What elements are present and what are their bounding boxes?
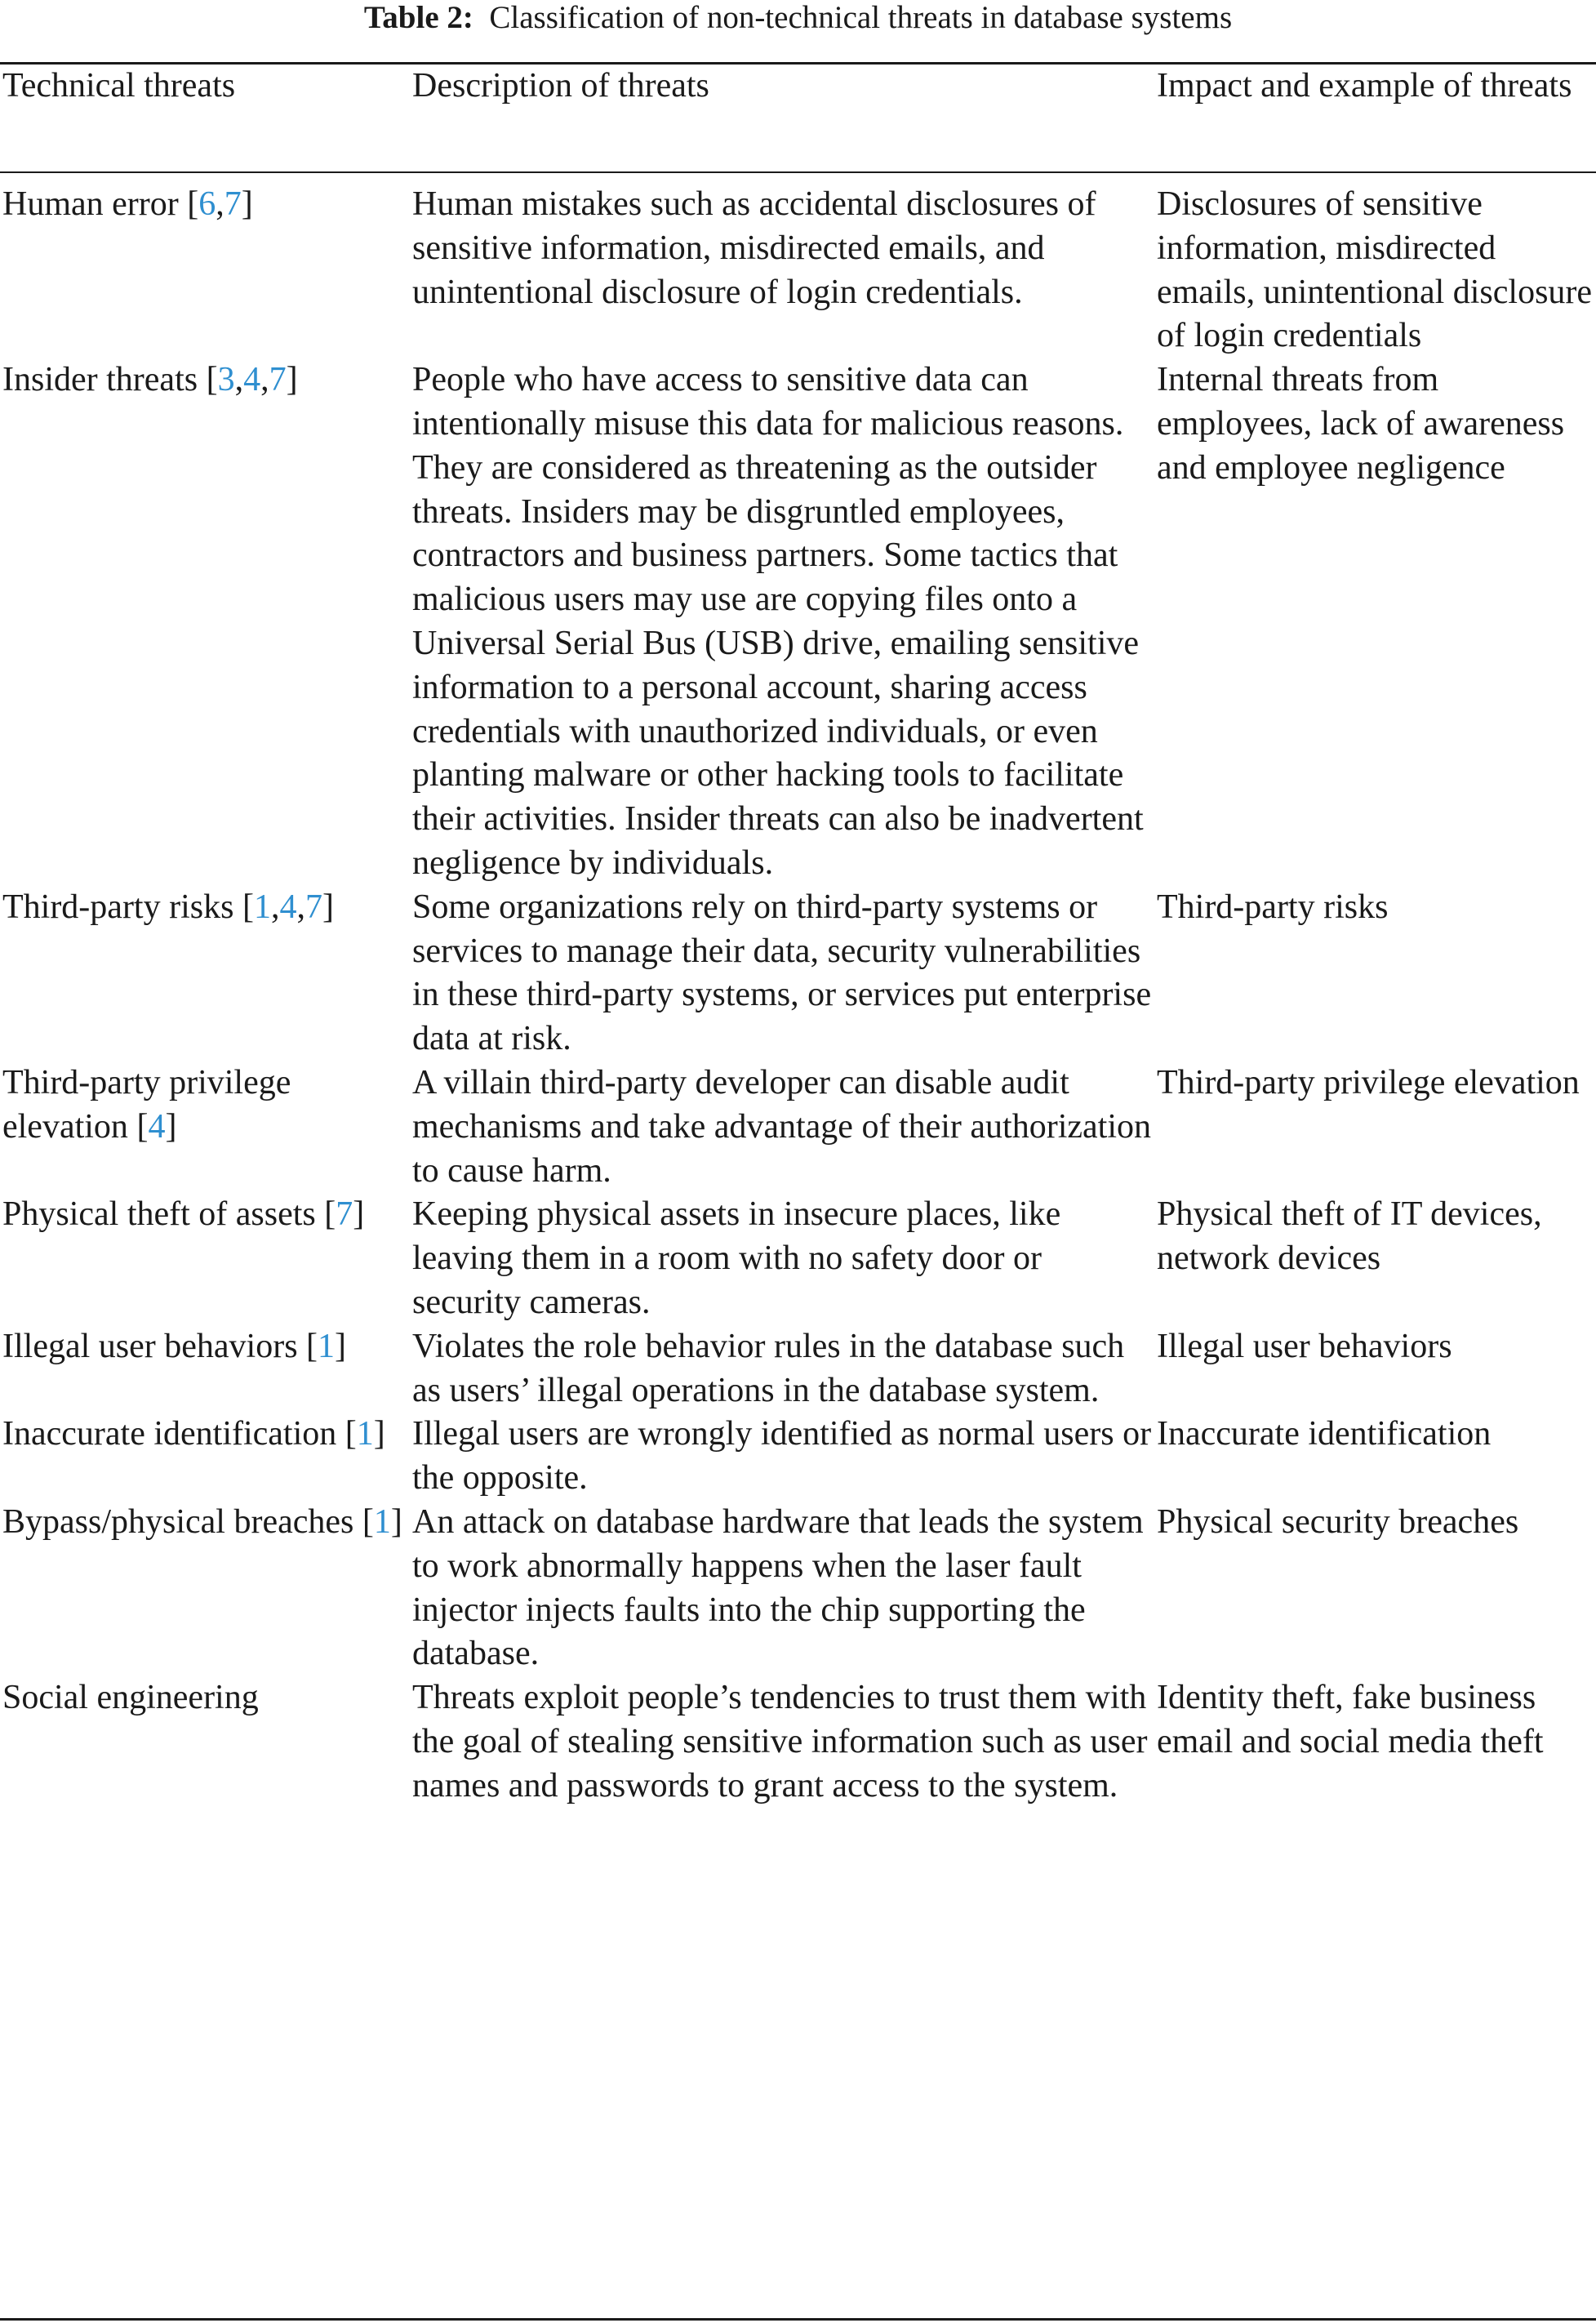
- threat-cell: Third-party risks [1,4,7]: [2, 888, 334, 926]
- threat-cell: Inaccurate identification [1]: [2, 1415, 385, 1453]
- threat-name: Third-party risks: [2, 888, 234, 926]
- threat-name: Illegal user behaviors: [2, 1327, 298, 1365]
- citation-link[interactable]: 4: [243, 361, 261, 399]
- description-cell: An attack on database hardware that leads the system to work abnormally happens when the laser fault injector injects faults into the chip supporting the database.: [412, 1502, 1144, 1673]
- threat-cell: Bypass/physical breaches [1]: [2, 1502, 402, 1541]
- threat-name: Social engineering: [2, 1679, 259, 1717]
- threat-cell: Illegal user behaviors [1]: [2, 1327, 347, 1365]
- citation-link[interactable]: 4: [279, 888, 297, 926]
- threat-name: Human error: [2, 185, 179, 223]
- table-row: [0, 1325, 1596, 1413]
- impact-cell: Disclosures of sensitive information, misdirected emails, unintentional disclosure of login credentials: [1157, 185, 1593, 355]
- description-cell: People who have access to sensitive data can intentionally misuse this data for malicious reasons. They are considered as threatening as the outsider threats. Insiders may be disgruntled employees, contractors and business partners. Some tactics that malicious users may use are copying files onto a Universal Serial Bus (USB) drive, emailing sensitive information to a personal account, sharing access credentials with unauthorized individuals, or even planting malware or other hacking tools to facilitate their activities. Insider threats can also be inadvertent negligence by individuals.: [412, 361, 1144, 882]
- impact-cell: Internal threats from employees, lack of awareness and employee negligence: [1157, 361, 1565, 487]
- threat-name: Physical theft of assets: [2, 1195, 316, 1234]
- table-row: [0, 1061, 1596, 1193]
- impact-cell: Physical theft of IT devices, network devices: [1157, 1195, 1542, 1278]
- description-cell: Human mistakes such as accidental disclosures of sensitive information, misdirected emails, and unintentional disclosure of login credentials.: [412, 185, 1096, 311]
- threat-cell: [0, 1676, 412, 1808]
- threat-cell: Insider threats [3,4,7]: [2, 361, 298, 399]
- description-cell: Illegal users are wrongly identified as normal users or the opposite.: [412, 1415, 1152, 1497]
- impact-cell: Illegal user behaviors: [1157, 1327, 1452, 1365]
- citation-link[interactable]: 7: [269, 361, 287, 399]
- citation-link[interactable]: 1: [318, 1327, 336, 1365]
- citation-link[interactable]: 1: [373, 1502, 391, 1541]
- table-row: [0, 1193, 1596, 1324]
- table-row: [0, 171, 1596, 358]
- impact-cell: Physical security breaches: [1157, 1502, 1519, 1541]
- column-header-impact: Impact and example of threats: [1157, 67, 1572, 105]
- column-header-threat: Technical threats: [2, 67, 236, 105]
- citation-link[interactable]: 4: [148, 1107, 166, 1146]
- threat-cell: Third-party privilege elevation [4]: [2, 1063, 291, 1146]
- citation-link[interactable]: 7: [224, 185, 242, 223]
- citation-link[interactable]: 7: [336, 1195, 353, 1234]
- impact-cell: Third-party risks: [1157, 888, 1389, 926]
- citation-link[interactable]: 6: [198, 185, 216, 223]
- description-cell: Threats exploit people’s tendencies to trust them with the goal of stealing sensitive information such as user names and passwords to grant access to the system.: [412, 1679, 1148, 1805]
- citation-link[interactable]: 1: [253, 888, 271, 926]
- table-title: Classification of non-technical threats in database systems: [489, 0, 1233, 35]
- threat-cell: Physical theft of assets [7]: [2, 1195, 365, 1234]
- threat-name: Insider threats: [2, 361, 198, 399]
- table-row: [0, 358, 1596, 886]
- table-body: [0, 171, 1596, 1808]
- table-caption: [0, 0, 1596, 39]
- citation-link[interactable]: 7: [305, 888, 322, 926]
- impact-cell: Identity theft, fake business email and social media theft: [1157, 1679, 1544, 1760]
- column-header-description: Description of threats: [412, 67, 709, 105]
- threat-name: Bypass/physical breaches: [2, 1502, 354, 1541]
- description-cell: Keeping physical assets in insecure places, like leaving them in a room with no safety door or security cameras.: [412, 1195, 1061, 1321]
- impact-cell: Third-party privilege elevation: [1157, 1063, 1580, 1101]
- citation-link[interactable]: 1: [356, 1415, 374, 1453]
- threat-name: Inaccurate identification: [2, 1415, 337, 1453]
- description-cell: Some organizations rely on third-party systems or services to manage their data, security vulnerabilities in these third-party systems, or services put enterprise data at risk.: [412, 888, 1152, 1058]
- threats-table: [0, 65, 1596, 1808]
- table-header-row: [0, 65, 1596, 171]
- table-row: [0, 1501, 1596, 1676]
- description-cell: A villain third-party developer can disable audit mechanisms and take advantage of their authorization to cause harm.: [412, 1063, 1151, 1190]
- citation-link[interactable]: 3: [217, 361, 235, 399]
- threat-cell: Human error [6,7]: [2, 185, 253, 223]
- description-cell: Violates the role behavior rules in the database such as users’ illegal operations in the database system.: [412, 1327, 1125, 1409]
- threat-name: Third-party privilege elevation: [2, 1063, 291, 1146]
- table-bottom-rule: [0, 2318, 1596, 2321]
- table-row: [0, 1413, 1596, 1501]
- table-label: Table 2:: [363, 0, 473, 35]
- table-row: [0, 1676, 1596, 1808]
- impact-cell: Inaccurate identification: [1157, 1415, 1492, 1453]
- table-row: [0, 886, 1596, 1061]
